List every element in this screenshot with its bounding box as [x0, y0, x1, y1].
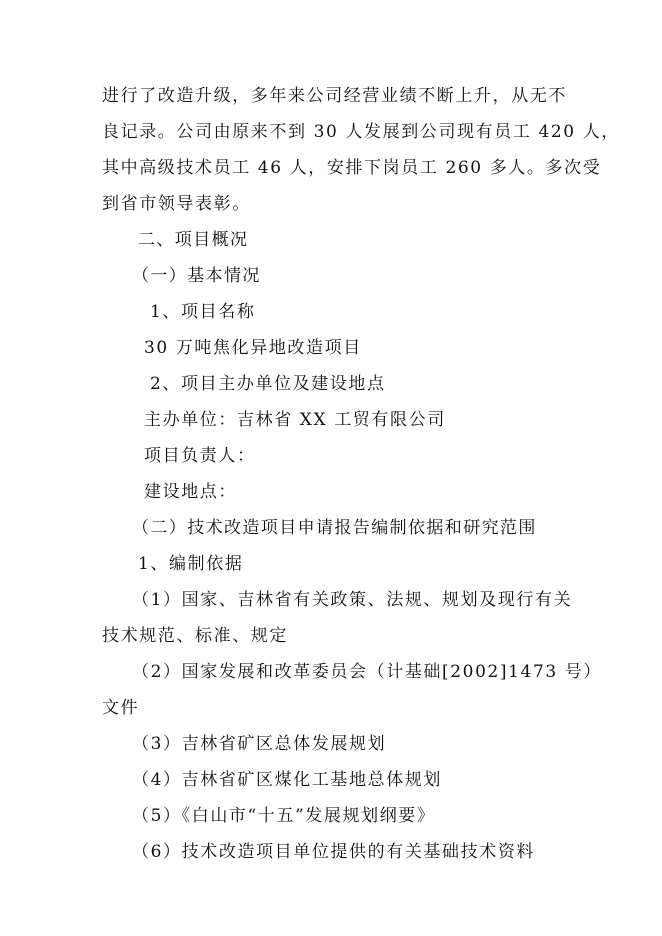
basis-item-4: （4）吉林省矿区煤化工基地总体规划 [132, 770, 443, 790]
basis-item-1-line-1: （1）国家、吉林省有关政策、法规、规划及现行有关 [132, 590, 573, 610]
paragraph-line-2: 良记录。公司由原来不到 30 人发展到公司现有员工 420 人， [102, 122, 620, 142]
paragraph-line-3: 其中高级技术员工 46 人，安排下岗员工 260 多人。多次受 [102, 158, 602, 178]
subsection-heading-basic-info: （一）基本情况 [132, 266, 261, 286]
sponsor-line: 主办单位：吉林省 XX 工贸有限公司 [144, 410, 446, 430]
basis-item-5: （5）《白山市“十五”发展规划纲要》 [132, 806, 436, 826]
item-heading-compilation-basis: 1、编制依据 [138, 554, 244, 574]
project-lead-line: 项目负责人： [144, 446, 256, 466]
section-heading-project-overview: 二、项目概况 [138, 230, 249, 250]
item-heading-sponsor-and-site: 2、项目主办单位及建设地点 [150, 374, 386, 394]
project-name-value: 30 万吨焦化异地改造项目 [144, 338, 362, 358]
site-line: 建设地点： [144, 482, 237, 502]
paragraph-line-1: 进行了改造升级，多年来公司经营业绩不断上升，从无不 [102, 86, 567, 106]
basis-item-6: （6）技术改造项目单位提供的有关基础技术资料 [132, 842, 536, 862]
basis-item-2-line-1: （2）国家发展和改革委员会（计基础[2002]1473 号） [132, 662, 603, 682]
basis-item-2-line-2: 文件 [102, 698, 140, 718]
item-heading-project-name: 1、项目名称 [150, 302, 256, 322]
subsection-heading-basis-and-scope: （二）技术改造项目申请报告编制依据和研究范围 [132, 518, 537, 538]
paragraph-line-4: 到省市领导表彰。 [102, 194, 251, 214]
basis-item-1-line-2: 技术规范、标准、规定 [102, 626, 288, 646]
basis-item-3: （3）吉林省矿区总体发展规划 [132, 734, 387, 754]
